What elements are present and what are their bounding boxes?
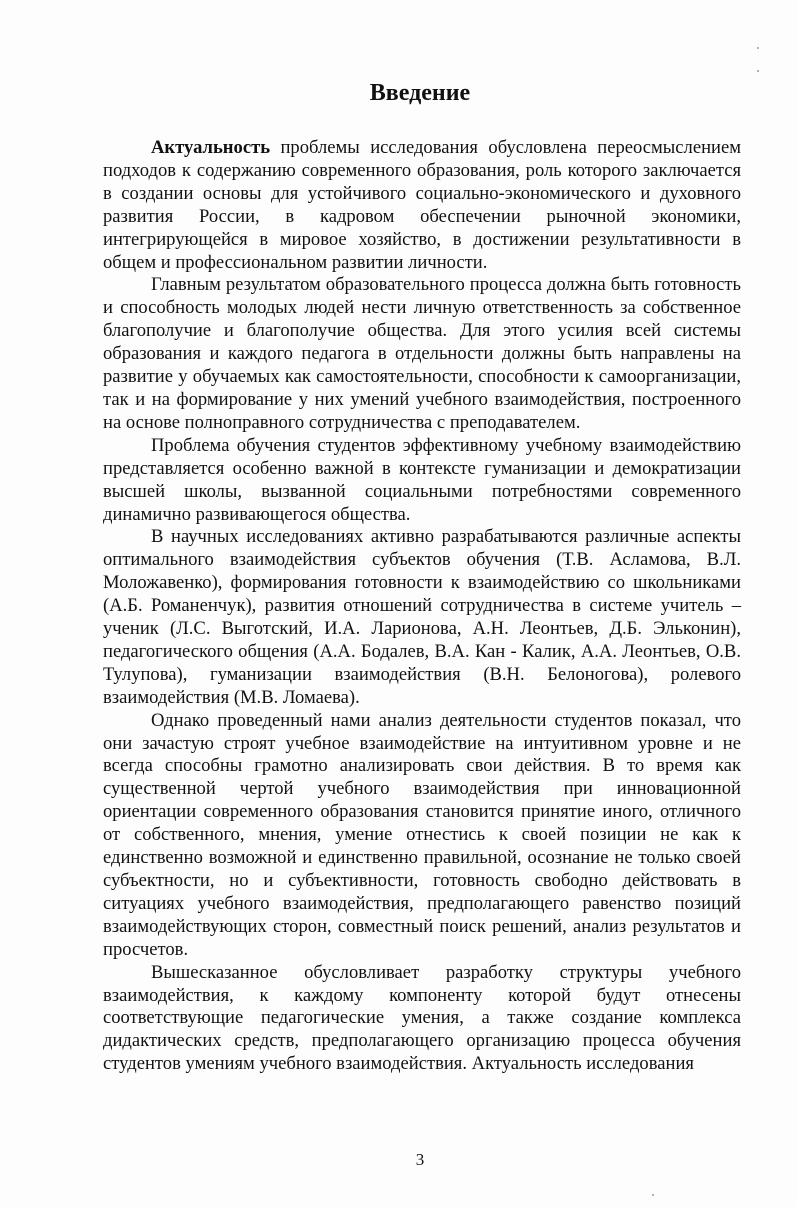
body-text [103,137,741,1076]
paragraph-main-result: Главным результатом образовательного процесса должна быть готовность и способность молодых людей нести личную ответственность за собственное благополучие и благополучие общества. Для этого усилия всей системы образования и каждого педагога в отдельности должны быть направлены на развитие у обучаемых как самостоятельности, способности к самоорганизации, так и на формирование у них умений учебного взаимодействия, построенного на основе полноправного сотрудничества с преподавателем. [103,274,741,433]
relevance-lead-term: Актуальность [151,137,271,158]
paragraph-text: проблемы исследования обусловлена переосмыслением подходов к содержанию современного образования, роль которого заключается в создании основы для устойчивого социально-экономического и духовного развития России, в кадровом обеспечении рыночной экономики, интегрирующейся в мировое хозяйство, в достижении результативности в общем и профессиональном развитии личности. [103,137,741,273]
scan-speck [652,1194,654,1196]
scan-speck [757,70,759,72]
paragraph-problem: Проблема обучения студентов эффективному учебному взаимодействию представляется особенно важной в контексте гуманизации и демократизации высшей школы, вызванной социальными потребностями современного динамично развивающегося общества. [103,434,741,525]
paragraph-relevance [103,137,741,274]
scan-speck [757,47,759,49]
page-title: Введение [369,80,471,106]
page-number: 3 [415,1150,425,1169]
paragraph-research-review: В научных исследованиях активно разрабатываются различные аспекты оптимального взаимодействия субъектов обучения (Т.В. Асламова, В.Л. Моложавенко), формирования готовности к взаимодействию со школьниками (А.Б. Романенчук), развития отношений сотрудничества в системе учитель – ученик (Л.С. Выготский, И.А. Ларионова, А.Н. Леонтьев, Д.Б. Эльконин), педагогического общения (А.А. Бодалев, В.А. Кан - Калик, А.А. Леонтьев, О.В. Тулупова), гуманизации взаимодействия (В.Н. Белоногова), ролевого взаимодействия (М.В. Ломаева). [103,526,741,708]
paragraph-analysis: Однако проведенный нами анализ деятельности студентов показал, что они зачастую строят учебное взаимодействие на интуитивном уровне и не всегда способны грамотно анализировать свои действия. В то время как существенной чертой учебного взаимодействия при инновационной ориентации современного образования становится принятие иного, отличного от собственного, мнения, умение отнестись к своей позиции не как к единственно возможной и единственно правильной, осознание не только своей субъектности, но и субъективности, готовность свободно действовать в ситуациях учебного взаимодействия, предполагающего равенство позиций взаимодействующих сторон, совместный поиск решений, анализ результатов и просчетов. [103,709,741,960]
paragraph-conclusion: Вышесказанное обусловливает разработку структуры учебного взаимодействия, к каждому компоненту которой будут отнесены соответствующие педагогические умения, а также создание комплекса дидактических средств, предполагающего организацию процесса обучения студентов умениям учебного взаимодействия. Актуальность исследования [103,961,741,1075]
